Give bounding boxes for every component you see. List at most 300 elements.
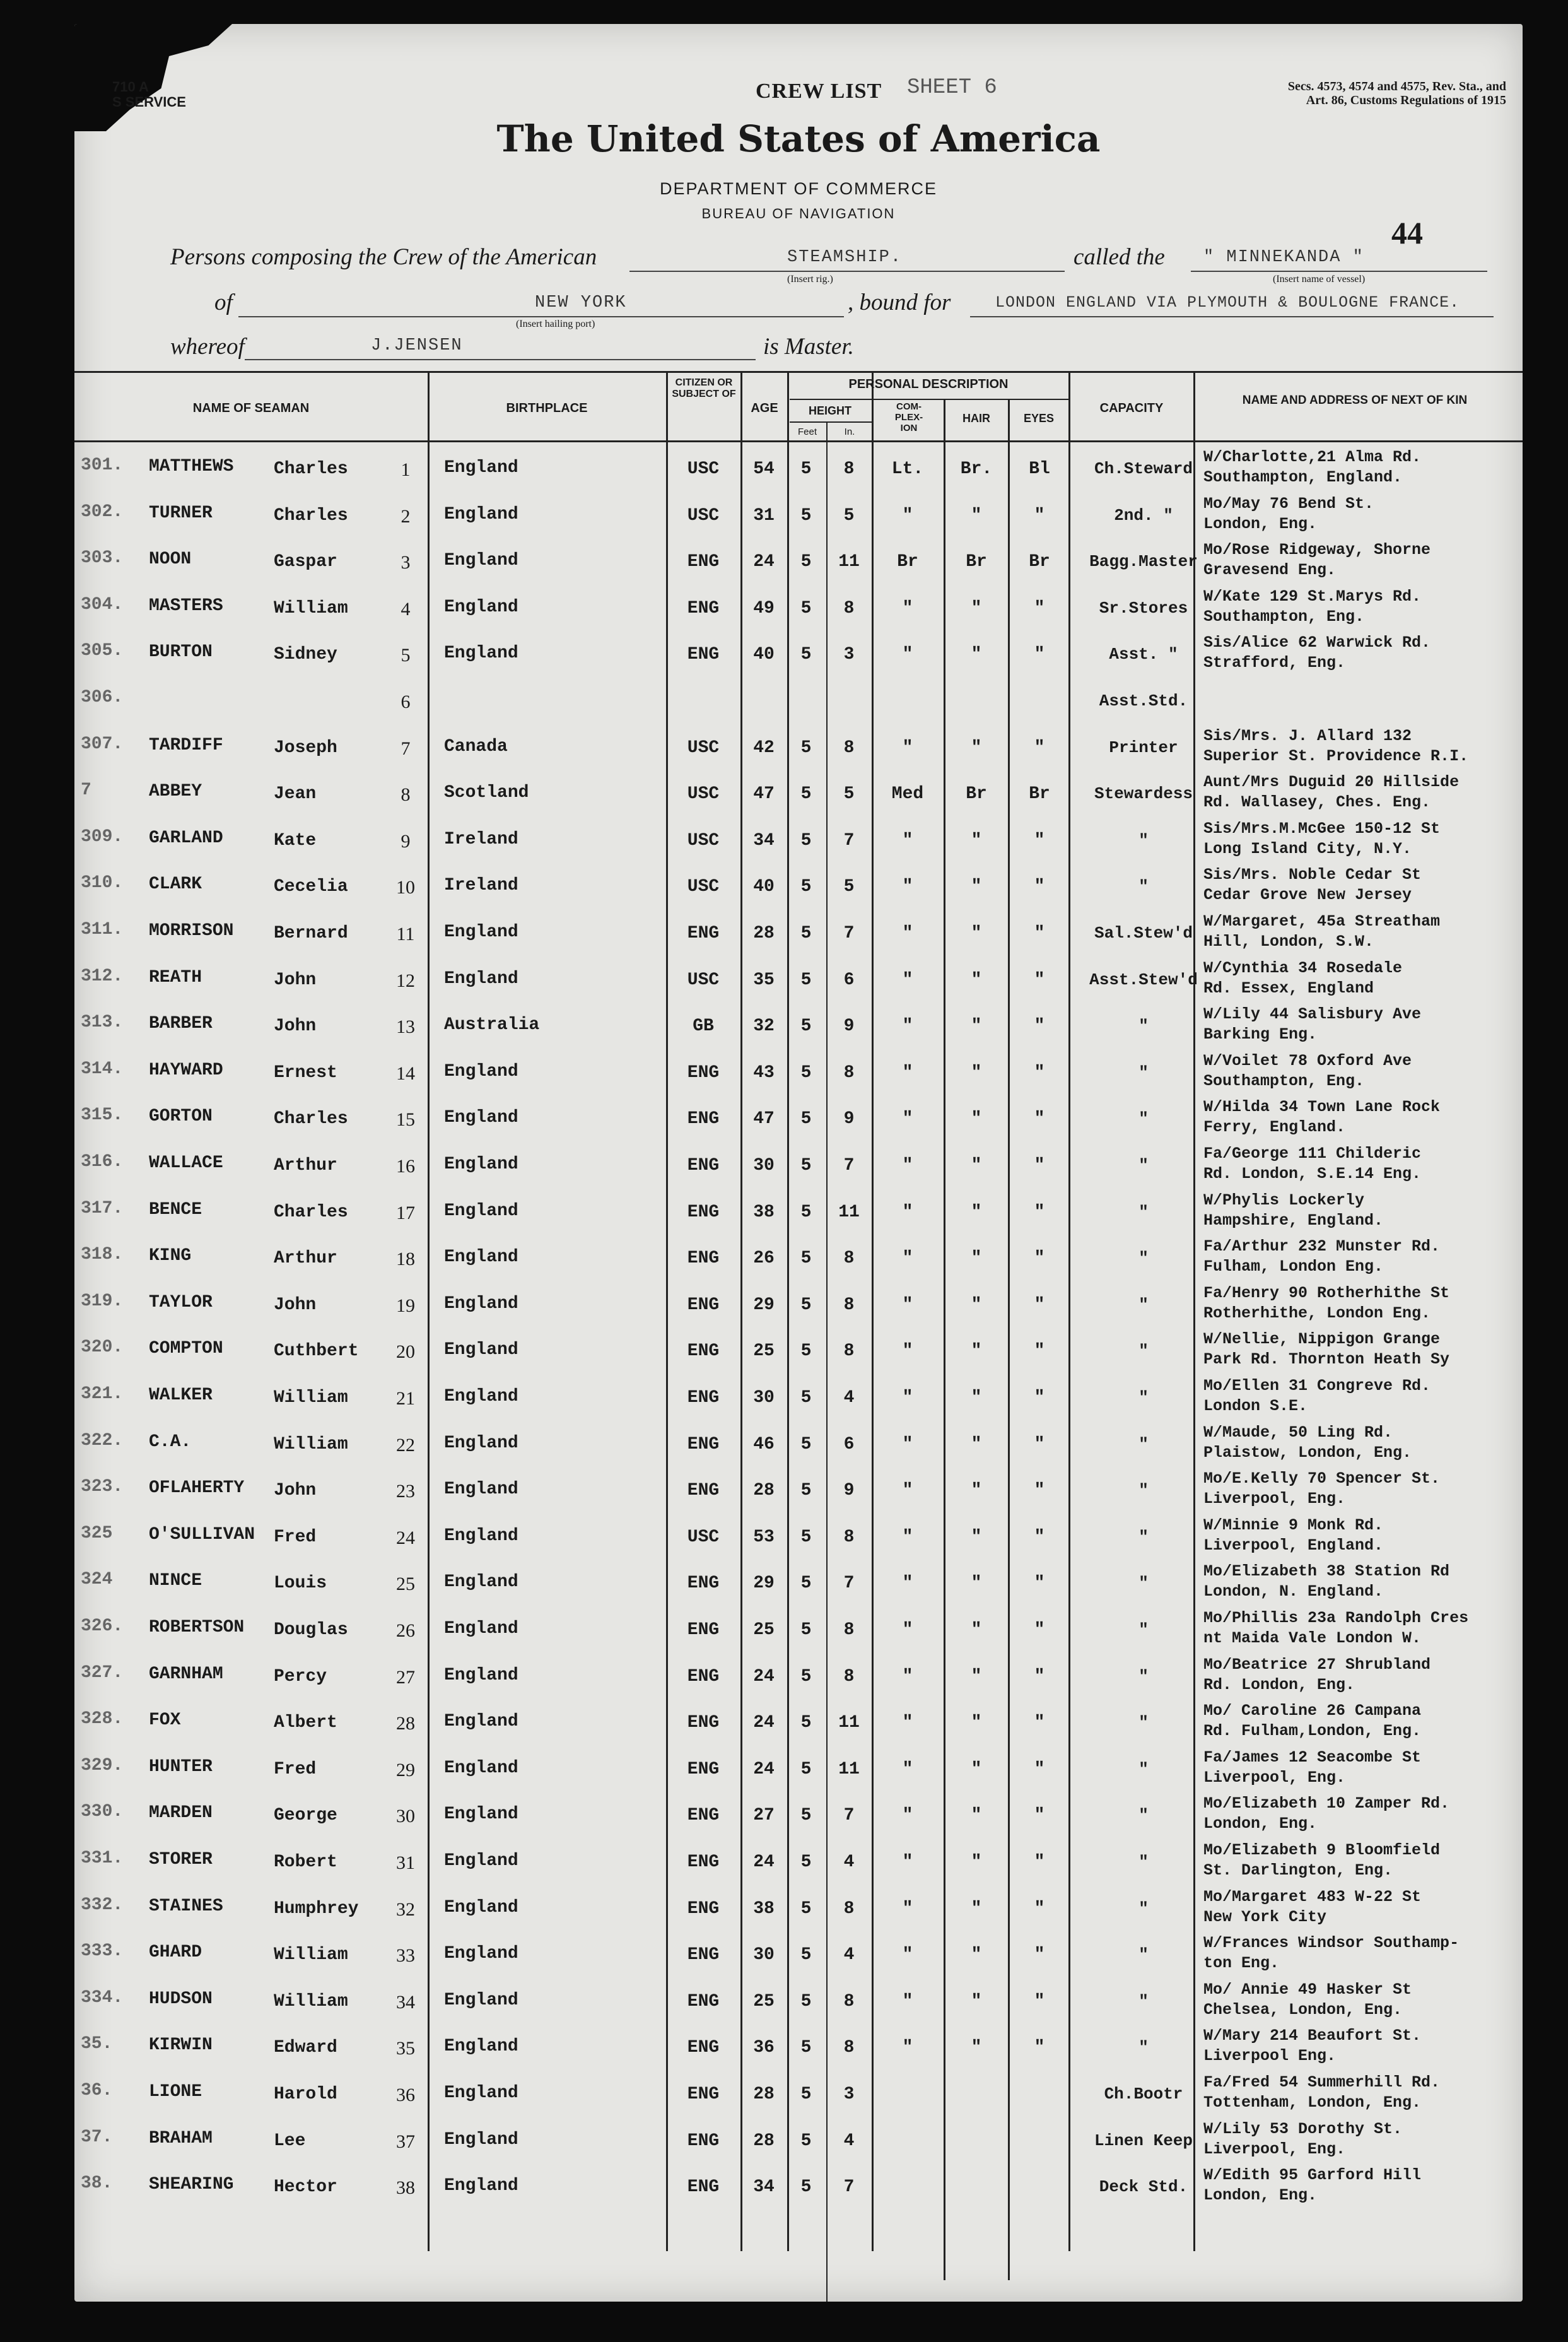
citizenship: USC bbox=[687, 738, 720, 758]
row-index: 22 bbox=[396, 1434, 415, 1456]
capacity: " bbox=[1138, 1388, 1149, 1407]
next-of-kin-line2: London S.E. bbox=[1203, 1397, 1308, 1415]
hair: " bbox=[971, 2038, 982, 2058]
next-of-kin-line1: Fa/Fred 54 Summerhill Rd. bbox=[1203, 2073, 1441, 2092]
line-number: 303. bbox=[81, 548, 124, 568]
row-index: 21 bbox=[396, 1388, 415, 1409]
birthplace: England bbox=[444, 1433, 518, 1453]
capacity: " bbox=[1138, 1016, 1149, 1036]
eyes: " bbox=[1034, 1713, 1045, 1733]
vessel-line bbox=[1191, 248, 1487, 272]
table-row bbox=[74, 819, 1523, 869]
seaman-given-name: Cuthbert bbox=[274, 1341, 359, 1362]
eyes: " bbox=[1034, 1156, 1045, 1175]
height-feet: 5 bbox=[800, 1852, 812, 1872]
next-of-kin-line1: W/Phylis Lockerly bbox=[1203, 1191, 1365, 1209]
seaman-given-name: John bbox=[274, 1016, 317, 1037]
citizenship: ENG bbox=[687, 1202, 720, 1222]
seaman-given-name: Harold bbox=[274, 2085, 337, 2104]
form-id-line1: 710 A bbox=[112, 79, 149, 95]
table-row bbox=[74, 1980, 1523, 2030]
hair: " bbox=[971, 598, 982, 618]
height-feet: 5 bbox=[800, 1202, 812, 1222]
line-number: 36. bbox=[81, 2081, 113, 2100]
seaman-surname: BRAHAM bbox=[149, 2128, 213, 2148]
table-row bbox=[74, 2073, 1523, 2122]
citizenship: ENG bbox=[687, 1806, 720, 1826]
statute-reference bbox=[1241, 79, 1506, 107]
birthplace: England bbox=[444, 458, 518, 478]
age: 54 bbox=[753, 459, 775, 479]
age: 28 bbox=[753, 2131, 775, 2151]
age: 25 bbox=[753, 1341, 775, 1362]
citizenship: ENG bbox=[687, 1574, 720, 1594]
next-of-kin-line1: Mo/Beatrice 27 Shrubland bbox=[1203, 1655, 1431, 1674]
height-inches: 8 bbox=[843, 1666, 855, 1686]
age: 31 bbox=[753, 505, 775, 526]
next-of-kin-line2: Cedar Grove New Jersey bbox=[1203, 886, 1412, 905]
header-complexion: COM- PLEX- ION bbox=[894, 401, 923, 433]
line-number: 315. bbox=[81, 1105, 124, 1126]
seaman-given-name: Humphrey bbox=[274, 1898, 359, 1919]
height-inches: 9 bbox=[843, 1481, 855, 1501]
seaman-given-name: Fred bbox=[274, 1759, 317, 1779]
eyes: " bbox=[1034, 1759, 1045, 1779]
birthplace: England bbox=[444, 2037, 518, 2057]
seaman-given-name: Lee bbox=[274, 2131, 306, 2151]
citizenship: ENG bbox=[687, 1388, 720, 1408]
next-of-kin-line1: W/Voilet 78 Oxford Ave bbox=[1203, 1051, 1412, 1070]
hair: Br bbox=[966, 552, 987, 572]
hair: " bbox=[971, 1341, 982, 1362]
hair: " bbox=[971, 1574, 982, 1594]
height-feet: 5 bbox=[800, 1388, 812, 1408]
next-of-kin-line1: Sis/Alice 62 Warwick Rd. bbox=[1203, 633, 1431, 652]
eyes: " bbox=[1034, 1574, 1045, 1594]
seaman-given-name: Louis bbox=[274, 1574, 327, 1594]
complexion: " bbox=[902, 970, 913, 990]
capacity: Asst.Std. bbox=[1099, 691, 1188, 710]
height-feet: 5 bbox=[800, 877, 812, 897]
citizenship: USC bbox=[687, 1527, 720, 1547]
seaman-given-name: Hector bbox=[274, 2177, 337, 2198]
birthplace: England bbox=[444, 2083, 518, 2103]
eyes: " bbox=[1034, 830, 1045, 850]
row-index: 20 bbox=[396, 1341, 415, 1363]
eyes: " bbox=[1034, 1295, 1045, 1315]
whereof-label: whereof bbox=[170, 334, 245, 360]
row-index: 17 bbox=[396, 1202, 415, 1223]
height-feet: 5 bbox=[800, 552, 812, 572]
complexion: " bbox=[902, 877, 913, 897]
birthplace: England bbox=[444, 1804, 518, 1825]
hair: " bbox=[971, 738, 982, 758]
row-index: 9 bbox=[401, 830, 411, 852]
citizenship: USC bbox=[687, 459, 720, 479]
seaman-given-name: Charles bbox=[274, 505, 348, 526]
height-inches: 8 bbox=[843, 1249, 855, 1269]
table-row bbox=[74, 1655, 1523, 1705]
table-row bbox=[74, 450, 1523, 497]
secs-line2: Art. 86, Customs Regulations of 1915 bbox=[1306, 93, 1506, 107]
next-of-kin-line1: W/Lily 44 Salisbury Ave bbox=[1203, 1005, 1422, 1024]
eyes: " bbox=[1034, 1062, 1045, 1083]
capacity: Ch.Steward bbox=[1094, 459, 1193, 478]
height-feet: 5 bbox=[800, 1016, 812, 1037]
capacity: Asst. " bbox=[1109, 645, 1178, 664]
age: 24 bbox=[753, 1852, 775, 1872]
line-number: 330. bbox=[81, 1802, 124, 1822]
table-row bbox=[74, 1562, 1523, 1611]
citizenship: ENG bbox=[687, 1620, 720, 1640]
capacity: Printer bbox=[1109, 738, 1178, 757]
height-inches: 8 bbox=[843, 1295, 855, 1315]
complexion: " bbox=[902, 1249, 913, 1269]
age: 25 bbox=[753, 1991, 775, 2011]
seaman-given-name: William bbox=[274, 1388, 348, 1408]
birthplace: England bbox=[444, 1340, 518, 1360]
hair: " bbox=[971, 1620, 982, 1640]
height-feet: 5 bbox=[800, 970, 812, 990]
next-of-kin-line1: Mo/Ellen 31 Congreve Rd. bbox=[1203, 1377, 1431, 1395]
citizenship: USC bbox=[687, 505, 720, 526]
height-inches: 11 bbox=[838, 1202, 860, 1222]
seaman-given-name: Cecelia bbox=[274, 877, 348, 897]
eyes: " bbox=[1034, 1945, 1045, 1965]
next-of-kin-line2: New York City bbox=[1203, 1907, 1327, 1926]
next-of-kin-line1: W/Frances Windsor Southamp- bbox=[1203, 1934, 1460, 1953]
birthplace: England bbox=[444, 1526, 518, 1546]
seaman-given-name: Douglas bbox=[274, 1620, 348, 1640]
department: DEPARTMENT OF COMMERCE bbox=[659, 179, 938, 198]
birthplace: England bbox=[444, 504, 518, 524]
table-row bbox=[74, 1100, 1523, 1147]
age: 24 bbox=[753, 1759, 775, 1779]
height-inches: 7 bbox=[843, 830, 855, 850]
line-number: 306. bbox=[81, 688, 124, 707]
age: 32 bbox=[753, 1016, 775, 1037]
seaman-surname: HAYWARD bbox=[149, 1060, 223, 1080]
line-number: 329. bbox=[81, 1755, 124, 1775]
eyes: Br bbox=[1029, 552, 1050, 572]
capacity: Bagg.Master bbox=[1089, 552, 1198, 572]
hair: " bbox=[971, 970, 982, 990]
seaman-surname: MORRISON bbox=[149, 921, 234, 941]
complexion: " bbox=[902, 1109, 913, 1129]
next-of-kin-line1: Fa/Arthur 232 Munster Rd. bbox=[1203, 1237, 1441, 1256]
complexion: " bbox=[902, 830, 913, 850]
age: 53 bbox=[753, 1527, 775, 1547]
seaman-surname: STORER bbox=[149, 1850, 213, 1869]
next-of-kin-line2: London, N. England. bbox=[1203, 1582, 1384, 1601]
height-inches: 5 bbox=[843, 505, 855, 526]
port-value: NEW YORK bbox=[535, 293, 627, 312]
complexion: " bbox=[902, 738, 913, 758]
birthplace: England bbox=[444, 2129, 518, 2150]
height-inches: 9 bbox=[843, 1016, 855, 1037]
line-number: 307. bbox=[81, 734, 124, 754]
age: 40 bbox=[753, 877, 775, 897]
row-index: 2 bbox=[401, 505, 411, 527]
age: 47 bbox=[753, 1109, 775, 1129]
citizenship: ENG bbox=[687, 1295, 720, 1315]
eyes: " bbox=[1034, 1991, 1045, 2011]
next-of-kin-line1: Fa/Henry 90 Rotherhithe St bbox=[1203, 1283, 1450, 1302]
line-number: 325 bbox=[81, 1523, 113, 1543]
hair: " bbox=[971, 1481, 982, 1501]
row-index: 19 bbox=[396, 1295, 415, 1316]
birthplace: England bbox=[444, 1108, 518, 1128]
next-of-kin-line1: W/Margaret, 45a Streatham bbox=[1203, 912, 1441, 931]
next-of-kin-line1: W/Lily 53 Dorothy St. bbox=[1203, 2119, 1403, 2138]
seaman-surname: STAINES bbox=[149, 1896, 223, 1916]
complexion: " bbox=[902, 1945, 913, 1965]
row-index: 33 bbox=[396, 1945, 415, 1967]
port-note: (Insert hailing port) bbox=[516, 319, 595, 329]
capacity: Sal.Stew'd bbox=[1094, 924, 1193, 943]
capacity: Deck Std. bbox=[1099, 2177, 1188, 2197]
birthplace: England bbox=[444, 968, 518, 989]
row-index: 32 bbox=[396, 1898, 415, 1920]
hair: " bbox=[971, 1016, 982, 1037]
table-row bbox=[74, 726, 1523, 776]
table-row bbox=[74, 2119, 1523, 2169]
age: 43 bbox=[753, 1062, 775, 1083]
next-of-kin-line1: W/Edith 95 Garford Hill bbox=[1203, 2166, 1422, 2185]
complexion: " bbox=[902, 2038, 913, 2058]
line-number: 301. bbox=[81, 456, 124, 475]
birthplace: Ireland bbox=[444, 829, 518, 849]
hair: " bbox=[971, 924, 982, 943]
line-number: 333. bbox=[81, 1941, 124, 1962]
capacity: " bbox=[1138, 1202, 1149, 1221]
age: 28 bbox=[753, 1481, 775, 1501]
line-number: 323. bbox=[81, 1477, 124, 1497]
height-inches: 7 bbox=[843, 1574, 855, 1594]
citizenship: ENG bbox=[687, 2085, 720, 2104]
complexion: " bbox=[902, 1759, 913, 1779]
seaman-given-name: Arthur bbox=[274, 1249, 337, 1269]
seaman-surname: C.A. bbox=[149, 1432, 192, 1452]
row-index: 6 bbox=[401, 691, 411, 712]
age: 27 bbox=[753, 1806, 775, 1826]
master-value: J.JENSEN bbox=[371, 336, 463, 355]
citizenship: USC bbox=[687, 784, 720, 804]
eyes: " bbox=[1034, 1898, 1045, 1919]
row-index: 31 bbox=[396, 1852, 415, 1873]
height-feet: 5 bbox=[800, 2131, 812, 2151]
birthplace: England bbox=[444, 597, 518, 617]
birthplace: England bbox=[444, 1712, 518, 1732]
capacity: " bbox=[1138, 1898, 1149, 1918]
line-number: 311. bbox=[81, 920, 124, 939]
next-of-kin-line2: Barking Eng. bbox=[1203, 1025, 1318, 1044]
age: 30 bbox=[753, 1945, 775, 1965]
next-of-kin-line2: London, Eng. bbox=[1203, 2186, 1318, 2205]
line-number: 302. bbox=[81, 502, 124, 522]
height-feet: 5 bbox=[800, 1620, 812, 1640]
table-row bbox=[74, 1841, 1523, 1890]
seaman-surname: BENCE bbox=[149, 1199, 202, 1220]
seaman-surname: MARDEN bbox=[149, 1803, 213, 1823]
capacity: " bbox=[1138, 1991, 1149, 2011]
next-of-kin-line1: W/Mary 214 Beaufort St. bbox=[1203, 2027, 1422, 2045]
seaman-given-name: Joseph bbox=[274, 738, 337, 758]
seaman-given-name: John bbox=[274, 1295, 317, 1315]
line-number: 319. bbox=[81, 1291, 124, 1311]
capacity: Sr.Stores bbox=[1099, 598, 1188, 618]
next-of-kin-line2: Park Rd. Thornton Heath Sy bbox=[1203, 1350, 1450, 1369]
citizenship: ENG bbox=[687, 1991, 720, 2011]
age: 29 bbox=[753, 1574, 775, 1594]
row-index: 27 bbox=[396, 1666, 415, 1688]
next-of-kin-line2: St. Darlington, Eng. bbox=[1203, 1861, 1393, 1880]
seaman-surname: GARNHAM bbox=[149, 1664, 223, 1684]
table-row bbox=[74, 1704, 1523, 1751]
seaman-surname: OFLAHERTY bbox=[149, 1478, 245, 1498]
next-of-kin-line2: Liverpool, Eng. bbox=[1203, 1490, 1346, 1509]
row-index: 30 bbox=[396, 1806, 415, 1827]
seaman-surname: SHEARING bbox=[149, 2175, 234, 2195]
hair: " bbox=[971, 1295, 982, 1315]
age: 42 bbox=[753, 738, 775, 758]
height-feet: 5 bbox=[800, 1109, 812, 1129]
complexion: Med bbox=[891, 784, 924, 804]
next-of-kin-line2: Rd. Wallasey, Ches. Eng. bbox=[1203, 793, 1431, 812]
form-id bbox=[112, 79, 186, 110]
height-feet: 5 bbox=[800, 1156, 812, 1175]
height-feet: 5 bbox=[800, 1341, 812, 1362]
seaman-surname: BARBER bbox=[149, 1014, 213, 1034]
birthplace: Scotland bbox=[444, 783, 529, 803]
next-of-kin-line2: Liverpool, Eng. bbox=[1203, 1768, 1346, 1787]
birthplace: England bbox=[444, 644, 518, 664]
hair: " bbox=[971, 1527, 982, 1547]
seaman-surname: WALKER bbox=[149, 1386, 213, 1405]
seaman-given-name: John bbox=[274, 970, 317, 990]
next-of-kin-line2: London, Eng. bbox=[1203, 514, 1318, 533]
bureau: BUREAU OF NAVIGATION bbox=[701, 206, 896, 221]
row-index: 28 bbox=[396, 1713, 415, 1734]
height-feet: 5 bbox=[800, 1574, 812, 1594]
next-of-kin-line2: Southampton, England. bbox=[1203, 468, 1403, 486]
next-of-kin-line1: Mo/ Caroline 26 Campana bbox=[1203, 1702, 1422, 1721]
seaman-surname: LIONE bbox=[149, 2082, 202, 2102]
next-of-kin-line1: Sis/Mrs. J. Allard 132 bbox=[1203, 726, 1412, 745]
citizenship: ENG bbox=[687, 2131, 720, 2151]
citizenship: ENG bbox=[687, 1062, 720, 1083]
next-of-kin-line1: Mo/Elizabeth 38 Station Rd bbox=[1203, 1562, 1450, 1581]
row-index: 24 bbox=[396, 1527, 415, 1548]
seaman-surname: O'SULLIVAN bbox=[149, 1524, 255, 1545]
birthplace: England bbox=[444, 1851, 518, 1871]
hair: " bbox=[971, 1759, 982, 1779]
rig-value: STEAMSHIP. bbox=[787, 248, 903, 267]
next-of-kin-line2: Plaistow, London, Eng. bbox=[1203, 1443, 1412, 1462]
hair: Br. bbox=[960, 459, 993, 479]
birthplace: England bbox=[444, 1247, 518, 1268]
next-of-kin-line1: Sis/Mrs. Noble Cedar St bbox=[1203, 866, 1422, 885]
complexion: " bbox=[902, 1062, 913, 1083]
capacity: " bbox=[1138, 2038, 1149, 2057]
table-row bbox=[74, 958, 1523, 1008]
height-inches: 8 bbox=[843, 1341, 855, 1362]
seaman-given-name: Bernard bbox=[274, 924, 348, 943]
of-label: of bbox=[214, 290, 233, 315]
height-feet: 5 bbox=[800, 1527, 812, 1547]
header-personal: PERSONAL DESCRIPTION bbox=[848, 377, 1009, 391]
next-of-kin-line1: Mo/Phillis 23a Randolph Cres bbox=[1203, 1609, 1469, 1627]
height-feet: 5 bbox=[800, 1945, 812, 1965]
citizenship: ENG bbox=[687, 1666, 720, 1686]
table-row bbox=[74, 1887, 1523, 1937]
next-of-kin-line1: Aunt/Mrs Duguid 20 Hillside bbox=[1203, 773, 1460, 792]
table-row bbox=[74, 1936, 1523, 1983]
seaman-surname: HUDSON bbox=[149, 1989, 213, 2009]
hair: " bbox=[971, 1062, 982, 1083]
seaman-given-name: Kate bbox=[274, 830, 317, 850]
seaman-given-name: William bbox=[274, 1945, 348, 1965]
crew-table bbox=[74, 371, 1523, 2302]
row-index: 34 bbox=[396, 1991, 415, 2013]
height-feet: 5 bbox=[800, 924, 812, 943]
height-inches: 7 bbox=[843, 924, 855, 943]
next-of-kin-line2: Superior St. Providence R.I. bbox=[1203, 746, 1469, 765]
capacity: 2nd. " bbox=[1114, 505, 1173, 525]
age: 24 bbox=[753, 552, 775, 572]
rig-line bbox=[629, 248, 1065, 272]
next-of-kin-line1: Mo/ Annie 49 Hasker St bbox=[1203, 1980, 1412, 1999]
complexion: " bbox=[902, 1434, 913, 1454]
table-header-rule bbox=[74, 440, 1523, 442]
header-citizen: CITIZEN OR SUBJECT OF bbox=[672, 377, 736, 399]
header-birthplace: BIRTHPLACE bbox=[506, 401, 588, 415]
height-feet: 5 bbox=[800, 459, 812, 479]
height-inches: 11 bbox=[838, 1759, 860, 1779]
citizenship: ENG bbox=[687, 1249, 720, 1269]
height-feet: 5 bbox=[800, 1991, 812, 2011]
seaman-given-name: Gaspar bbox=[274, 552, 337, 572]
line-number: 37. bbox=[81, 2127, 113, 2147]
birthplace: England bbox=[444, 1387, 518, 1406]
age: 34 bbox=[753, 830, 775, 850]
header-hair: HAIR bbox=[962, 412, 990, 425]
next-of-kin-line2: Liverpool, Eng. bbox=[1203, 2139, 1346, 2158]
age: 30 bbox=[753, 1156, 775, 1175]
citizenship: ENG bbox=[687, 1481, 720, 1501]
line-number: 326. bbox=[81, 1616, 124, 1636]
hair: " bbox=[971, 1666, 982, 1686]
height-inches: 11 bbox=[838, 552, 860, 572]
complexion: " bbox=[902, 1898, 913, 1919]
document-title: The United States of America bbox=[496, 117, 1101, 160]
birthplace: Ireland bbox=[444, 876, 518, 896]
table-row bbox=[74, 1515, 1523, 1565]
header-name: NAME OF SEAMAN bbox=[192, 401, 310, 415]
birthplace: England bbox=[444, 1201, 518, 1221]
row-index: 35 bbox=[396, 2038, 415, 2059]
seaman-given-name: William bbox=[274, 598, 348, 618]
seaman-surname: HUNTER bbox=[149, 1756, 213, 1777]
seaman-surname: FOX bbox=[149, 1710, 181, 1731]
age: 35 bbox=[753, 970, 775, 990]
row-index: 18 bbox=[396, 1249, 415, 1270]
seaman-surname: MASTERS bbox=[149, 596, 223, 616]
capacity: " bbox=[1138, 1527, 1149, 1546]
height-feet: 5 bbox=[800, 2038, 812, 2058]
row-index: 12 bbox=[396, 970, 415, 991]
table-row bbox=[74, 1330, 1523, 1379]
